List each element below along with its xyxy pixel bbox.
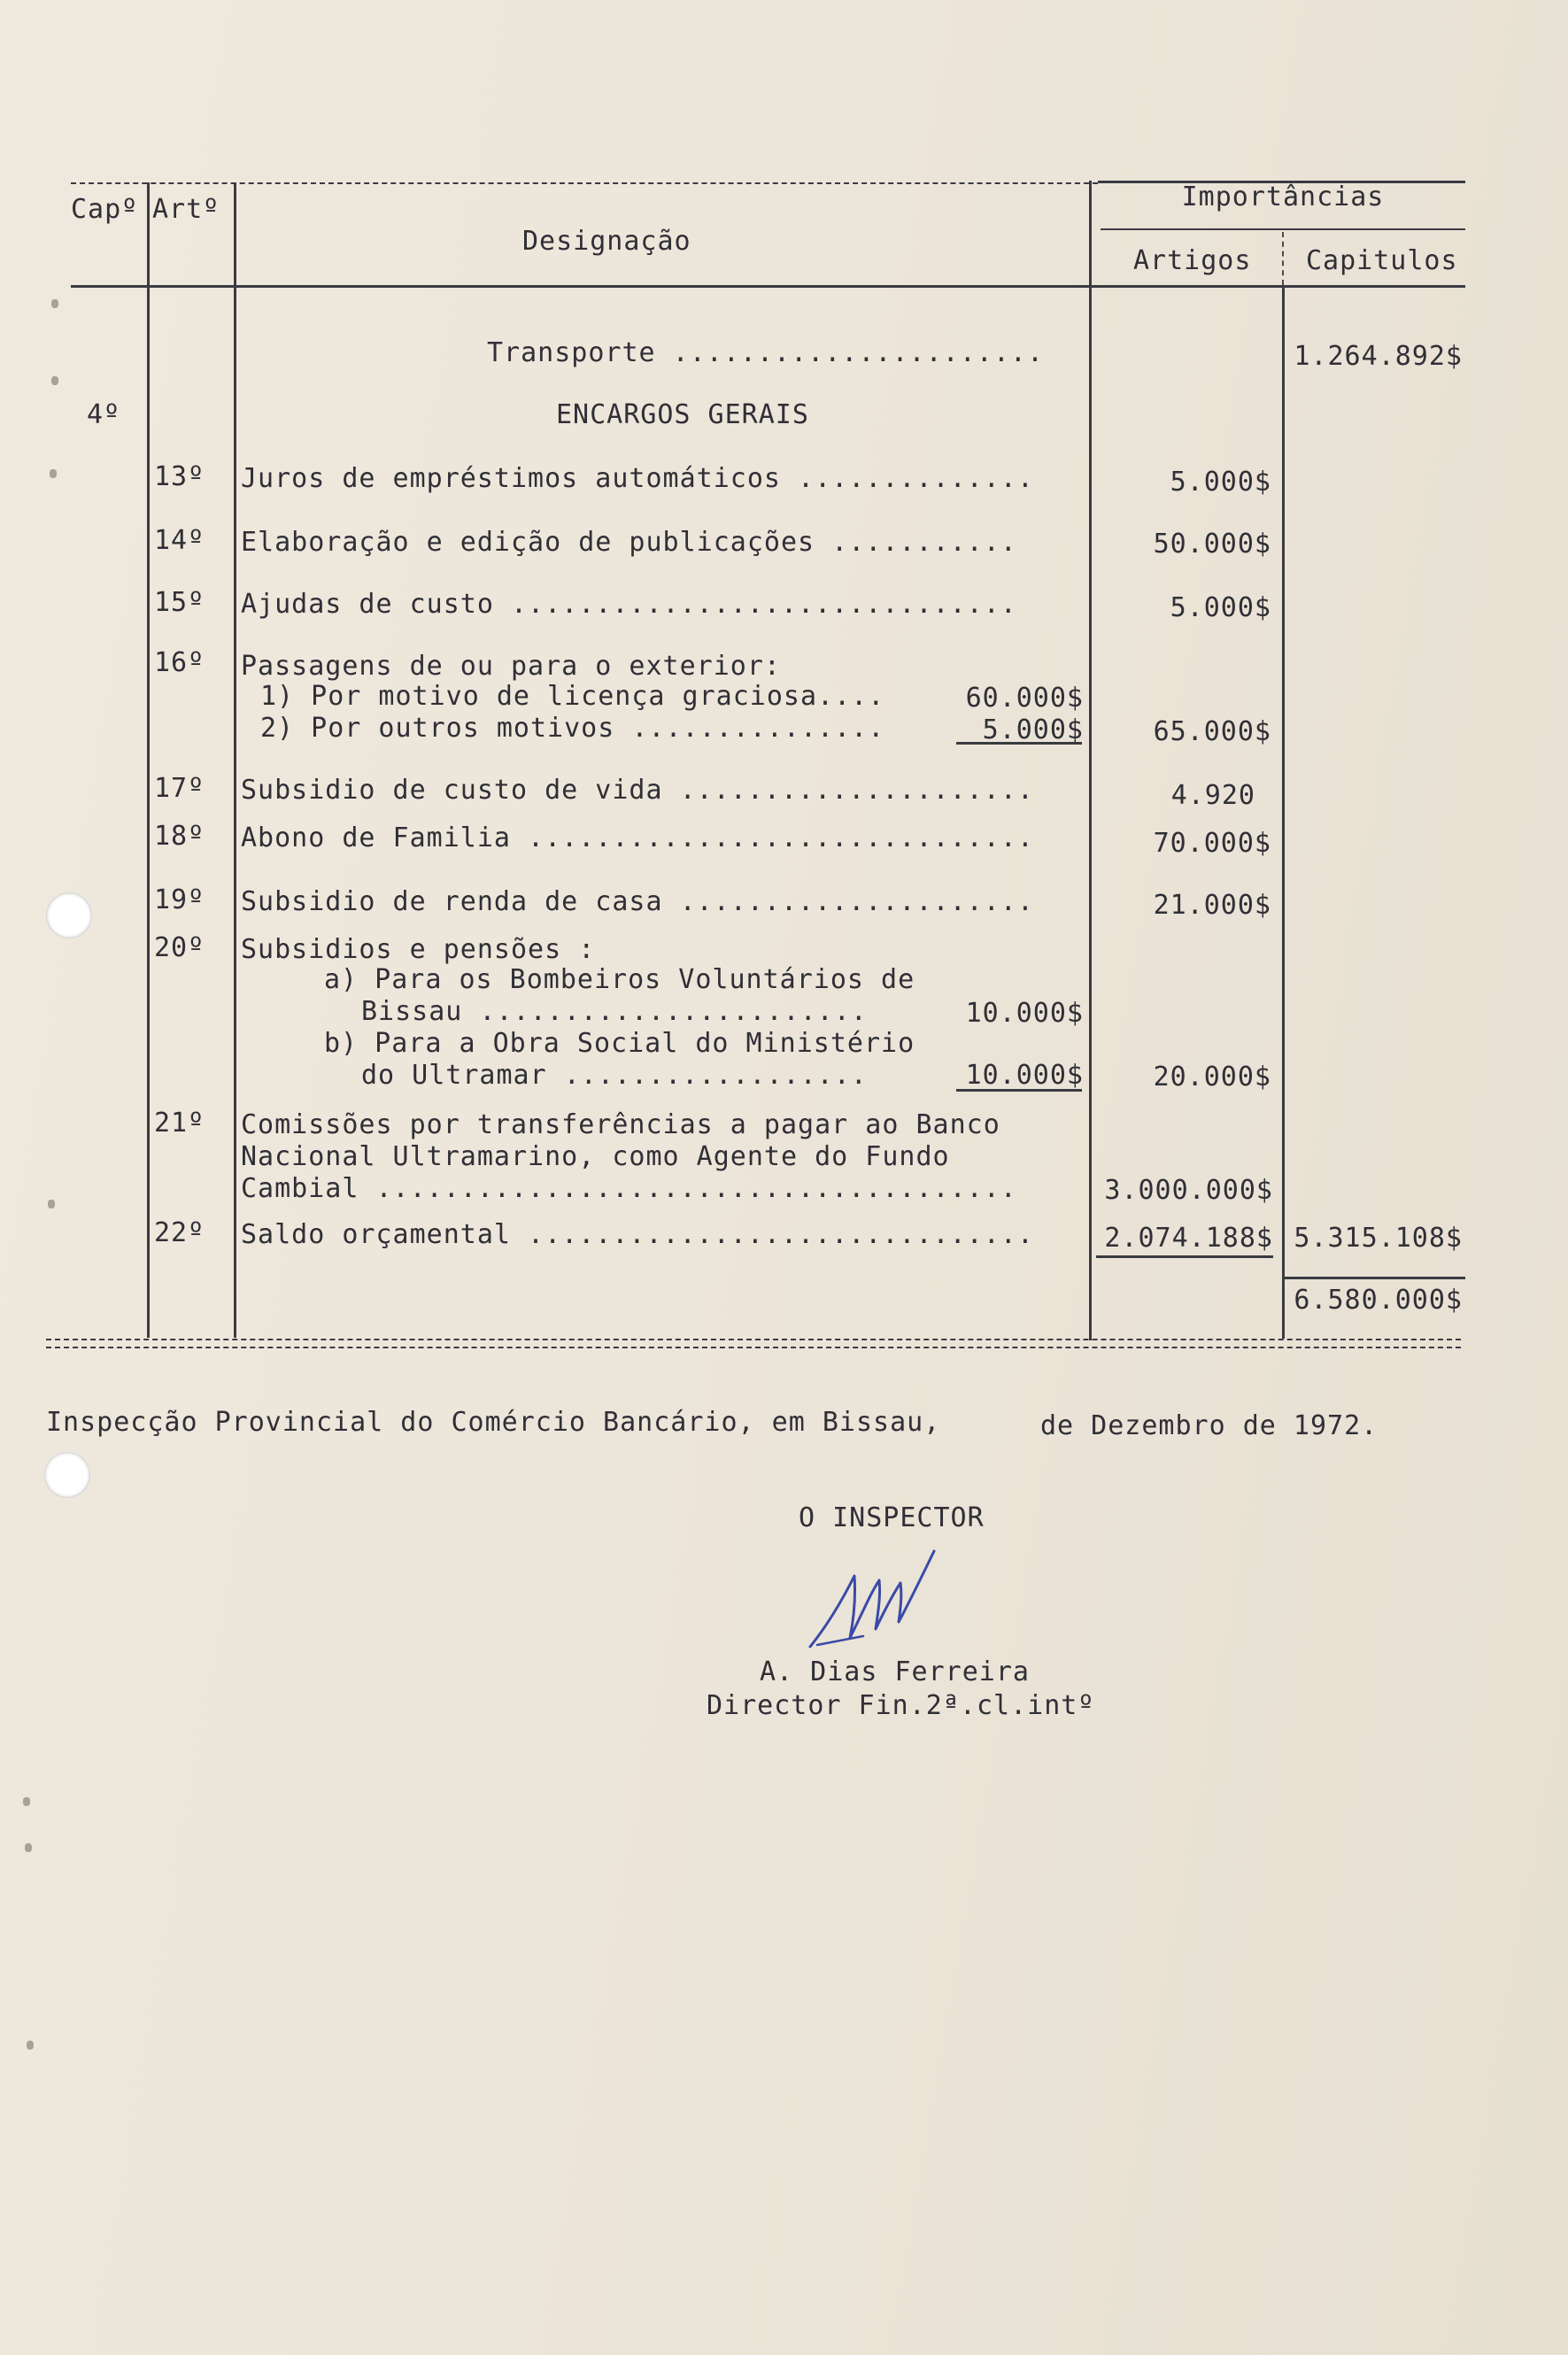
column-divider-designacao [1089,181,1092,1340]
footer-place: Inspecção Provincial do Comércio Bancário, em Bissau, [46,1407,941,1438]
margin-mark [51,299,58,308]
row-20-b-line2: do Ultramar .................. [361,1060,868,1091]
row-16-art: 16º [154,647,205,678]
footer-role: O INSPECTOR [799,1502,985,1533]
row-18-artigos: 70.000$ [1153,828,1271,859]
header-importancias: Importâncias [1181,181,1385,212]
row-20-b-value: 10.000$ [965,1060,1084,1091]
margin-mark [48,1200,55,1208]
footer-title: Director Fin.2ª.cl.intº [707,1690,1095,1721]
row-20-a-line1: a) Para os Bombeiros Voluntários de [324,964,915,995]
row-17-desc: Subsidio de custo de vida ..................... [241,775,1034,806]
row-20-art: 20º [154,932,205,963]
column-divider-art [234,182,236,1338]
row-16-desc: Passagens de ou para o exterior: [241,651,781,682]
header-designacao: Designação [522,226,691,257]
row-22-desc: Saldo orçamental .............................. [241,1219,1034,1250]
punch-hole-top [46,892,92,938]
row-18-art: 18º [154,821,205,852]
column-divider-cap [147,182,150,1338]
row-20-a-value: 10.000$ [965,998,1084,1029]
row-21-artigos: 3.000.000$ [1104,1175,1273,1206]
row-16-sub2-value: 5.000$ [982,714,1084,745]
row-16-sub1: 1) Por motivo de licença graciosa.... [260,681,885,712]
row-19-art: 19º [154,884,205,915]
total-capitulos: 6.580.000$ [1294,1285,1463,1316]
margin-mark [25,1843,32,1852]
row-21-desc-line3: Cambial ...................................... [241,1173,1017,1204]
section-cap: 4º [87,399,121,430]
table-closing-double-rule [46,1339,1461,1348]
row-13-artigos: 5.000$ [1170,467,1271,498]
row-14-artigos: 50.000$ [1153,529,1271,560]
row-19-desc: Subsidio de renda de casa ..................... [241,886,1034,917]
row-22-capitulos: 5.315.108$ [1294,1223,1463,1254]
column-divider-artigos [1282,232,1284,285]
importancias-sub-rule [1101,228,1465,230]
row-16-sub2: 2) Por outros motivos ............... [260,713,885,744]
row-20-desc: Subsidios e pensões : [241,934,596,965]
row-21-art: 21º [154,1108,205,1139]
row-15-art: 15º [154,587,205,618]
footer-date: de Dezembro de 1972. [1040,1410,1379,1441]
margin-mark [51,376,58,385]
header-artigos: Artigos [1133,245,1252,276]
row-21-desc-line1: Comissões por transferências a pagar ao Banco [241,1109,1000,1140]
row-19-artigos: 21.000$ [1153,890,1271,921]
footer-name: A. Dias Ferreira [760,1656,1030,1687]
row-14-desc: Elaboração e edição de publicações ........... [241,527,1017,558]
transporte-capitulos: 1.264.892$ [1294,341,1463,372]
punch-hole-bottom [44,1452,90,1498]
margin-mark [27,2041,34,2050]
row-20-artigos: 20.000$ [1153,1062,1271,1093]
row-13-desc: Juros de empréstimos automáticos .............. [241,463,1034,494]
row-15-desc: Ajudas de custo .............................. [241,589,1017,620]
margin-mark [50,469,57,478]
row-13-art: 13º [154,461,205,492]
header-cap: Capº [71,194,139,225]
table-top-rule [71,182,1098,184]
row-22-art: 22º [154,1217,205,1248]
row-14-art: 14º [154,525,205,556]
column-divider-capitulos [1282,285,1285,1339]
signature [801,1540,952,1656]
section-title: ENCARGOS GERAIS [556,399,809,430]
transporte-label: Transporte ...................... [487,337,1045,368]
row-22-artigos: 2.074.188$ [1104,1223,1273,1254]
capitulos-total-rule [1284,1277,1465,1279]
margin-mark [23,1797,30,1806]
row-21-desc-line2: Nacional Ultramarino, como Agente do Fundo [241,1141,950,1172]
row-18-desc: Abono de Familia .............................. [241,822,1034,853]
row-20-b-line1: b) Para a Obra Social do Ministério [324,1028,915,1059]
row-17-artigos: 4.920 [1170,780,1255,811]
row-20-a-line2: Bissau ....................... [361,996,868,1027]
artigos-total-underline [1096,1255,1273,1258]
row-16-sub1-value: 60.000$ [965,683,1084,714]
header-capitulos: Capitulos [1306,245,1458,276]
row-15-artigos: 5.000$ [1170,592,1271,623]
header-art: Artº [152,194,220,225]
header-bottom-rule [71,285,1465,288]
row-16-artigos: 65.000$ [1153,716,1271,747]
row-17-art: 17º [154,773,205,804]
